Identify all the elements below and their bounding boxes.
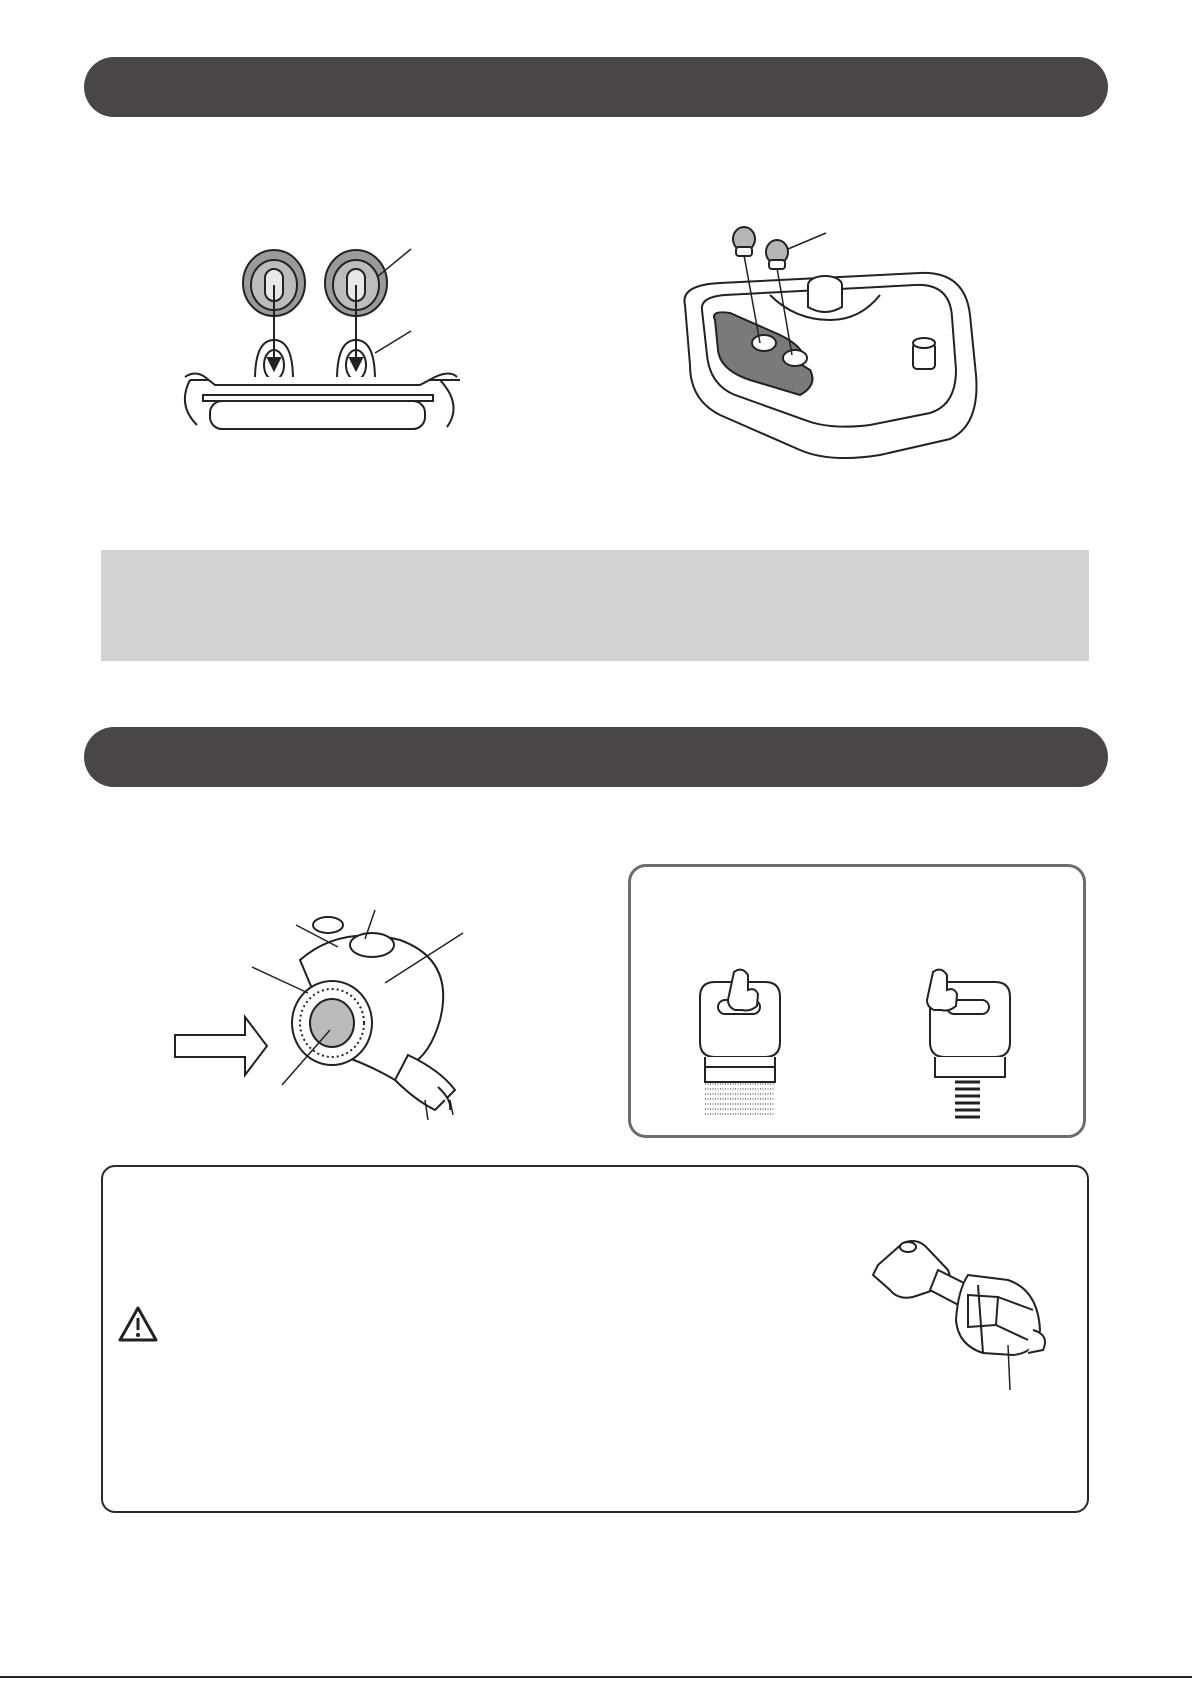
pointing-hand-icon [927,970,957,1011]
shower-head-diagram [170,905,480,1125]
basin-knob-diagram [680,225,980,465]
section-header-bar-1 [84,57,1108,117]
pointing-hand-icon [728,970,758,1011]
spray-mode-normal-diagram [690,972,790,1122]
note-box [101,550,1089,661]
page-bottom-rule [0,1676,1192,1678]
knob-insertion-diagram [185,245,465,445]
spray-mode-stream-diagram [925,972,1025,1122]
shower-head-detail-diagram [868,1235,1053,1395]
section-header-bar-2 [84,727,1108,787]
warning-triangle-icon [118,1306,158,1342]
arrow-right-icon [175,1017,267,1075]
